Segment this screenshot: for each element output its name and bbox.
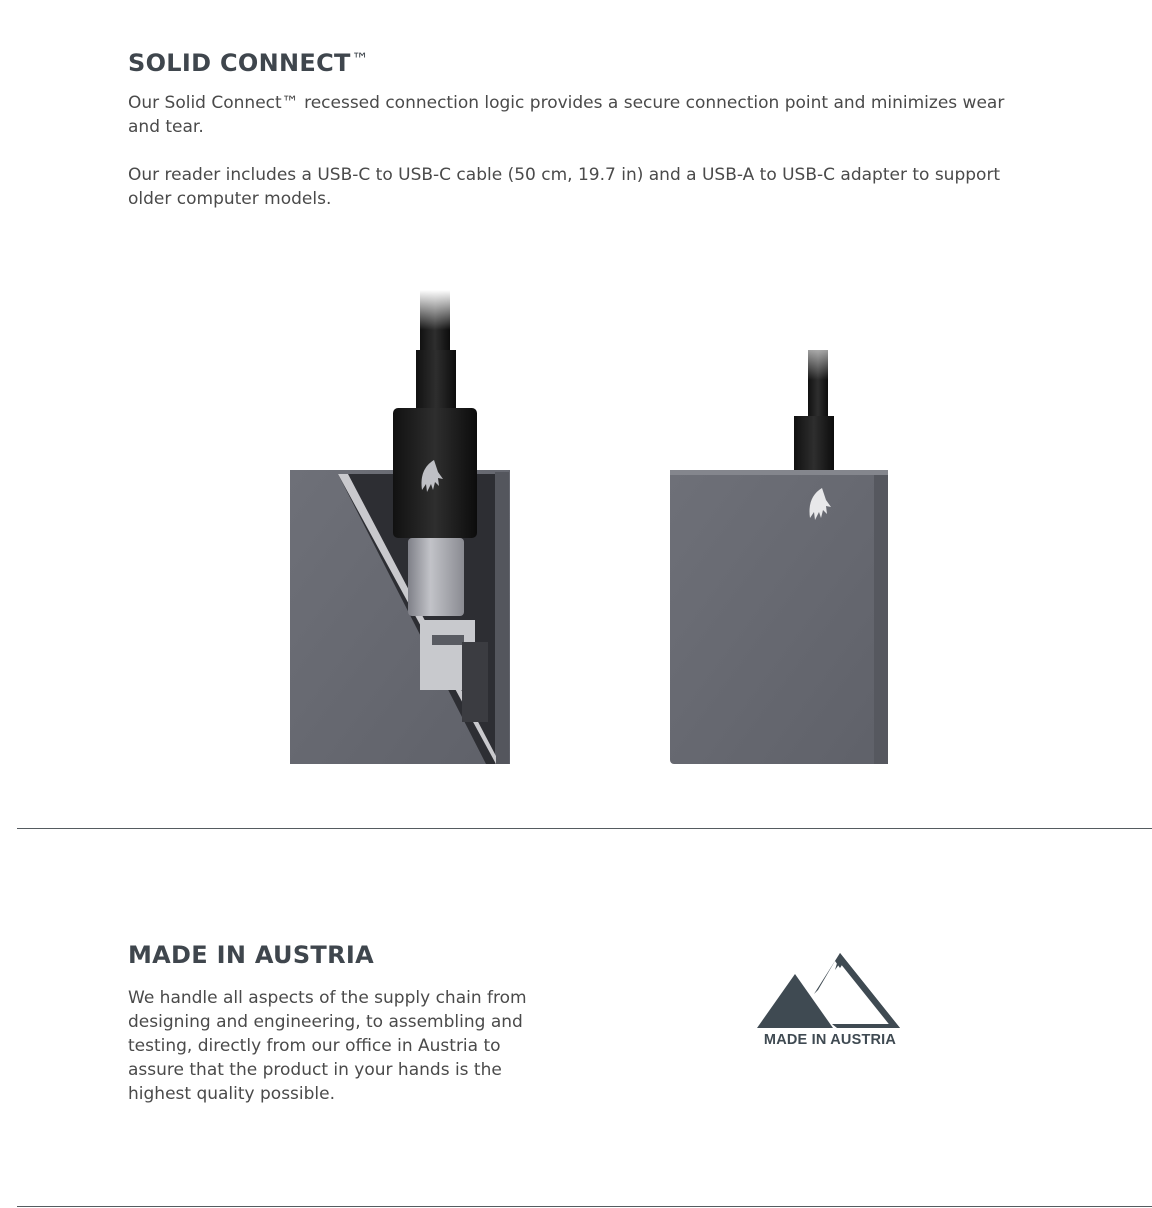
section-divider <box>17 1206 1152 1207</box>
reader-closed-image <box>668 290 890 765</box>
made-in-austria-heading: MADE IN AUSTRIA <box>128 941 374 969</box>
solid-connect-paragraph-2: Our reader includes a USB-C to USB-C cable (50 cm, 19.7 in) and a USB-A to USB-C adapter to support older computer models. <box>128 165 1001 209</box>
solid-connect-paragraph-1: Our Solid Connect™ recessed connection logic provides a secure connection point and minimizes wear and tear. <box>128 93 1005 137</box>
reader-body <box>670 470 888 764</box>
made-in-austria-paragraph: We handle all aspects of the supply chain from designing and engineering, to assembling and testing, directly from our office in Austria to assure that the product in your hands is the highest quality possible. <box>128 988 527 1104</box>
solid-connect-heading-wrap <box>128 44 1028 79</box>
made-in-austria-badge <box>752 948 908 1050</box>
section-divider <box>17 828 1152 829</box>
solid-connect-heading <box>128 44 1028 79</box>
solid-connect-title: SOLID CONNECT <box>128 49 351 77</box>
mountains-icon <box>752 948 908 1032</box>
reader-cutaway-image <box>290 290 512 765</box>
made-in-austria-badge-text: MADE IN AUSTRIA <box>763 1032 897 1048</box>
trademark-mark: ™ <box>351 50 369 70</box>
